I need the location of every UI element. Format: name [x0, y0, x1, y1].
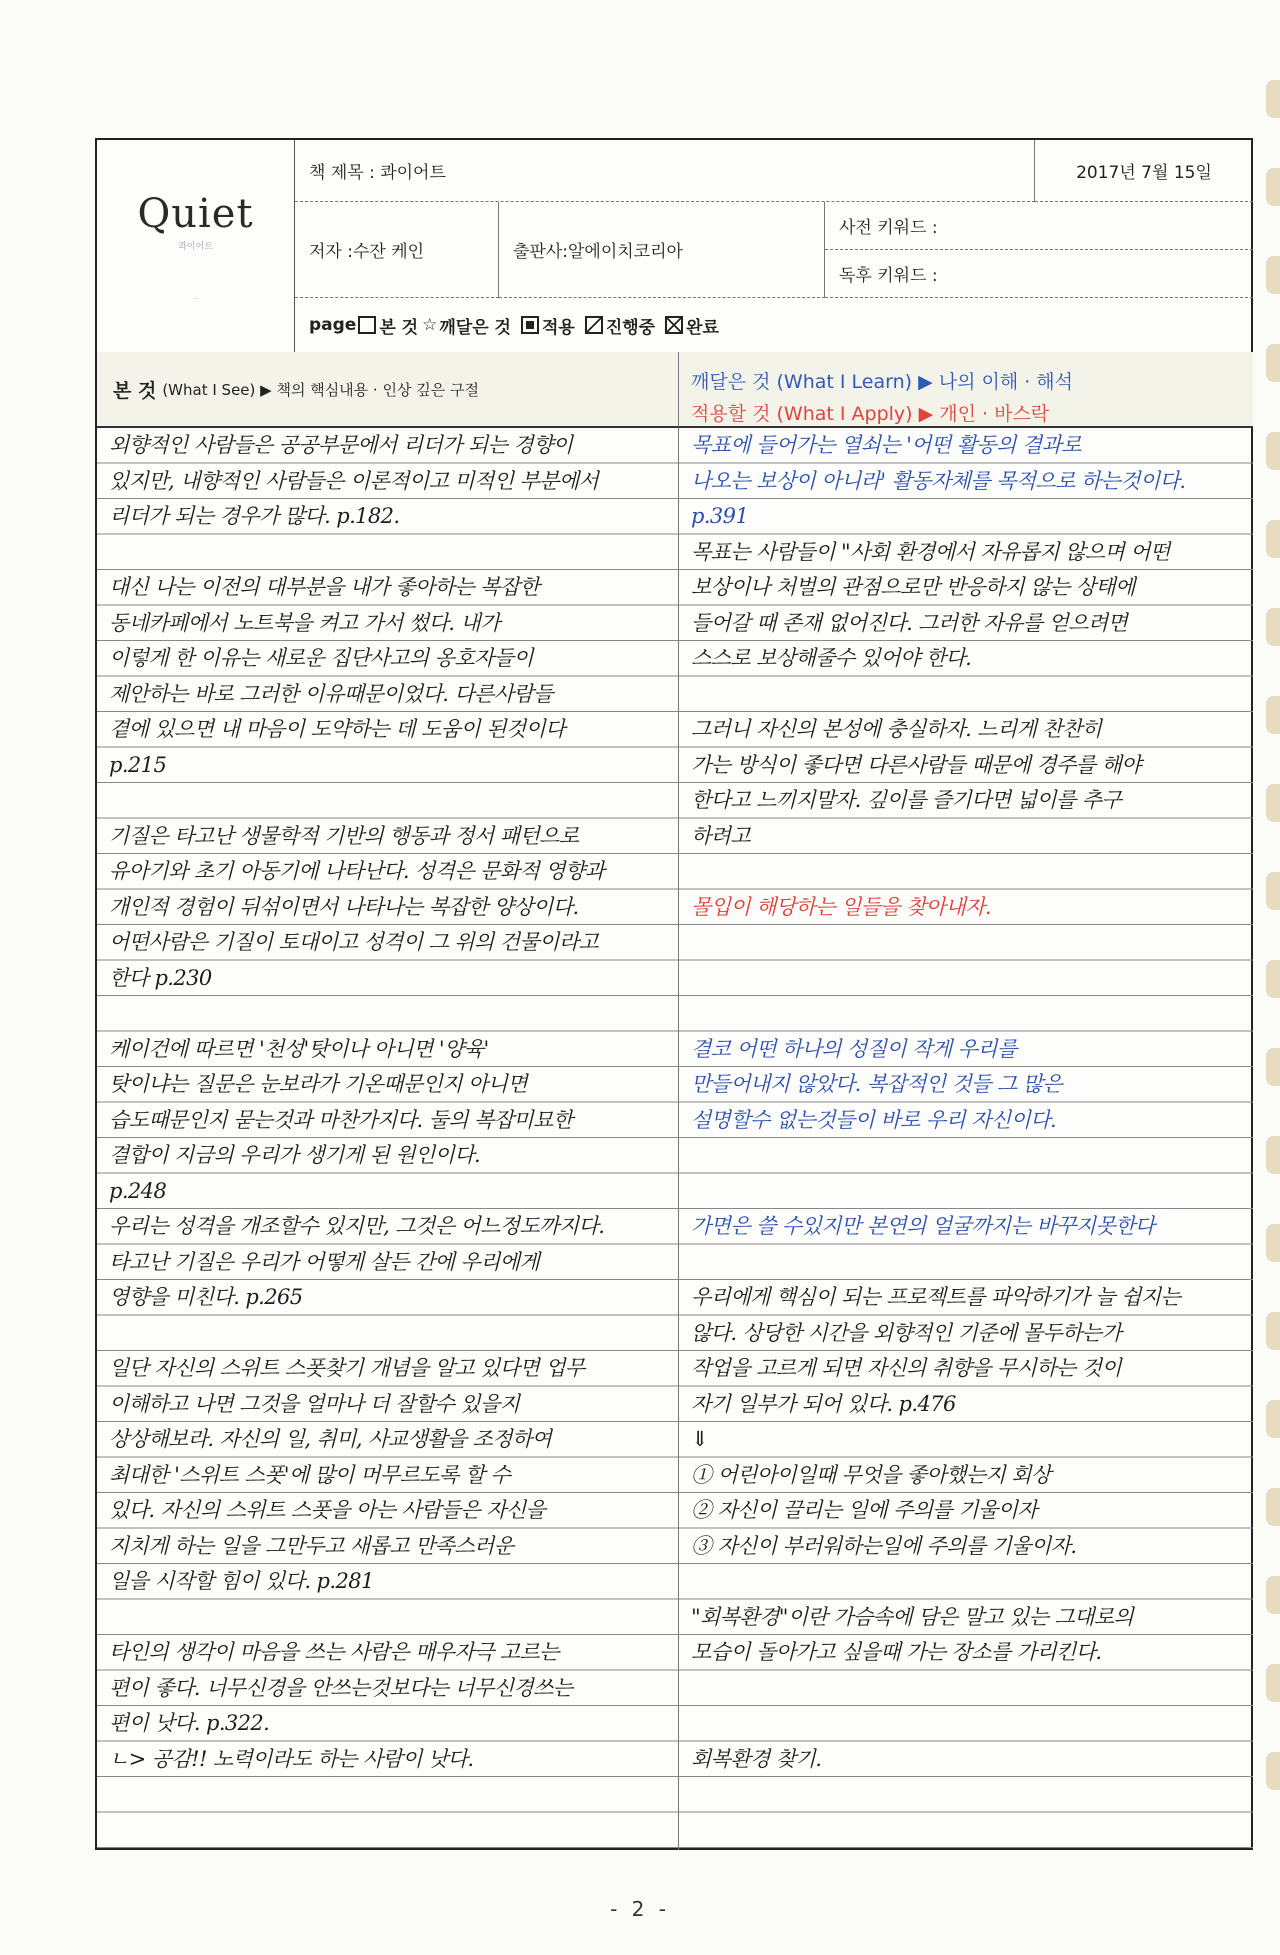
see-note-line	[97, 1600, 677, 1636]
binder-ring-icon	[1266, 1400, 1280, 1438]
see-note-line: 케이건에 따르면 '천성'탓이나 아니면 '양육'	[109, 1036, 489, 1061]
learn-note-line: 보상이나 처벌의 관점으로만 반응하지 않는 상태에	[691, 575, 1135, 599]
binder-ring-icon	[1266, 1664, 1280, 1702]
see-note-line	[97, 996, 677, 1032]
see-note-line: 있지만, 내향적인 사람들은 이론적이고 미적인 부분에서	[109, 468, 599, 493]
what-i-learn-header	[679, 352, 1253, 428]
see-note-line: p.248	[109, 1178, 167, 1203]
see-note-line: 개인적 경험이 뒤섞이면서 나타나는 복잡한 양상이다.	[109, 894, 579, 919]
see-note-line: p.215	[109, 752, 167, 777]
binder-ring-icon	[1266, 520, 1280, 558]
learn-note-line: 들어갈 때 존재 없어진다. 그러한 자유를 얻으려면	[691, 610, 1128, 635]
learn-note-line: 자기 일부가 되어 있다. p.476	[691, 1391, 956, 1416]
learn-note-line: "회복환경"이란 가슴속에 담은 말고 있는 그대로의	[691, 1604, 1134, 1629]
learn-note-line: 모습이 돌아가고 싶을때 가는 장소를 가리킨다.	[691, 1640, 1102, 1664]
see-note-line: 리더가 되는 경우가 많다. p.182.	[109, 504, 400, 528]
learn-note-line: 회복환경 찾기.	[691, 1746, 822, 1771]
learn-note-line: ① 어린아이일때 무엇을 좋아했는지 회상	[691, 1462, 1051, 1487]
legend-page: page	[309, 315, 357, 335]
author: 저자 :수잔 케인	[309, 242, 425, 262]
keyword-before-cell	[825, 202, 1253, 250]
binder-ring-icon	[1266, 784, 1280, 822]
see-note-line: 타인의 생각이 마음을 쓰는 사람은 매우자극 고르는	[109, 1640, 559, 1664]
publisher-cell	[499, 202, 825, 298]
binder-ring-icon	[1266, 1224, 1280, 1262]
right-section-line1: 깨달은 것 (What I Learn) ▶ 나의 이해 · 해석	[691, 371, 1074, 393]
see-note-line: 일을 시작할 힘이 있다. p.281	[109, 1569, 374, 1593]
logo-fine-print: ...	[192, 292, 199, 301]
binder-ring-icon	[1266, 1312, 1280, 1350]
left-section-subtitle: (What I See) ▶ 책의 핵심내용 · 인상 깊은 구절	[162, 380, 479, 399]
see-note-line	[97, 1316, 677, 1352]
see-note-line: 어떤사람은 기질이 토대이고 성격이 그 위의 건물이라고	[109, 930, 599, 954]
done-checkbox-icon	[665, 316, 683, 334]
learn-note-line: ③ 자신이 부러워하는일에 주의를 기울이자.	[691, 1533, 1077, 1558]
learn-note-line: 만들어내지 않았다. 복잡적인 것들 그 많은	[691, 1072, 1063, 1096]
learn-note-line	[679, 961, 1251, 997]
learn-note-line: 작업을 고르게 되면 자신의 취향을 무시하는 것이	[691, 1356, 1122, 1380]
see-note-line: 타고난 기질은 우리가 어떻게 살든 간에 우리에게	[109, 1249, 540, 1274]
binder-ring-icon	[1266, 1488, 1280, 1526]
learn-note-line	[679, 996, 1251, 1032]
see-note-line: 있다. 자신의 스위트 스폿을 아는 사람들은 자신을	[109, 1498, 546, 1522]
learn-note-line: 목표는 사람들이 "사회 환경에서 자유롭지 않으며 어떤	[691, 539, 1170, 564]
see-note-line: 외향적인 사람들은 공공부문에서 리더가 되는 경향이	[109, 433, 573, 457]
binder-ring-icon	[1266, 344, 1280, 382]
keyword-after-label: 독후 키워드 :	[839, 266, 938, 286]
legend-done: 완료	[686, 317, 719, 338]
book-logo	[97, 140, 295, 352]
star-icon: ☆	[422, 315, 438, 335]
learn-note-line: 결코 어떤 하나의 성질이 작게 우리를	[691, 1036, 1017, 1061]
binder-ring-icon	[1266, 168, 1280, 206]
see-note-line: 이해하고 나면 그것을 얼마나 더 잘할수 있을지	[109, 1391, 520, 1416]
see-note-line: 탓이냐는 질문은 눈보라가 기온때문인지 아니면	[109, 1072, 528, 1096]
see-note-line: 제안하는 바로 그러한 이유때문이었다. 다른사람들	[109, 681, 553, 706]
see-note-line: 지치게 하는 일을 그만두고 새롭고 만족스러운	[109, 1533, 514, 1558]
learn-note-line	[679, 677, 1251, 713]
learn-note-line	[679, 1138, 1251, 1174]
binder-ring-icon	[1266, 960, 1280, 998]
learn-note-line: 가는 방식이 좋다면 다른사람들 때문에 경주를 해야	[691, 752, 1141, 777]
date-cell	[1035, 140, 1253, 202]
keyword-after-cell	[825, 250, 1253, 298]
learn-note-line: 목표에 들어가는 열쇠는 '어떤 활동의 결과로	[691, 433, 1081, 457]
date: 2017년 7월 15일	[1076, 163, 1212, 183]
see-note-line: 한다 p.230	[109, 965, 212, 990]
author-cell	[295, 202, 499, 298]
see-note-line: 유아기와 초기 아동기에 나타난다. 성격은 문화적 영향과	[109, 859, 605, 883]
binder-ring-icon	[1266, 256, 1280, 294]
see-note-line: 일단 자신의 스위트 스폿찾기 개념을 알고 있다면 업무	[109, 1356, 585, 1380]
binder-ring-icon	[1266, 432, 1280, 470]
see-note-line: 습도때문인지 묻는것과 마찬가지다. 둘의 복잡미묘한	[109, 1107, 573, 1132]
see-note-line	[97, 783, 677, 819]
in-progress-checkbox-icon	[585, 316, 603, 334]
see-note-line: 이렇게 한 이유는 새로운 집단사고의 옹호자들이	[109, 646, 534, 670]
learn-note-line	[679, 854, 1251, 890]
book-title: 책 제목 : 콰이어트	[309, 163, 446, 183]
what-i-learn-column	[679, 428, 1253, 1850]
what-i-see-column	[97, 428, 679, 1850]
reading-note-sheet	[95, 138, 1253, 1850]
learn-note-line: 나오는 보상이 아니라' 활동자체를 목적으로 하는것이다.	[691, 468, 1186, 493]
learn-note-line: 그러니 자신의 본성에 충실하자. 느리게 찬찬히	[691, 717, 1102, 741]
keyword-before-label: 사전 키워드 :	[839, 218, 938, 238]
learn-note-line: p.391	[691, 504, 749, 528]
learn-note-line: 가면은 쓸 수있지만 본연의 얼굴까지는 바꾸지못한다	[691, 1214, 1155, 1238]
see-note-line: 편이 좋다. 너무신경을 안쓰는것보다는 너무신경쓰는	[109, 1675, 573, 1700]
learn-note-line	[679, 1671, 1251, 1707]
right-section-line2: 적용할 것 (What I Apply) ▶ 개인 · 바스락	[691, 403, 1050, 425]
binder-ring-icon	[1266, 1576, 1280, 1614]
see-note-line: 영향을 미친다. p.265	[109, 1285, 303, 1309]
legend-seen: 본 것	[379, 317, 419, 338]
legend-in-progress: 진행중	[605, 317, 656, 338]
legend-apply: 적용	[541, 317, 575, 338]
binder-ring-icon	[1266, 872, 1280, 910]
learn-note-line	[679, 1706, 1251, 1742]
see-note-line: 결합이 지금의 우리가 생기게 된 원인이다.	[109, 1143, 481, 1167]
learn-note-line: 몰입이 해당하는 일들을 찾아내자.	[691, 894, 991, 919]
learn-note-line	[679, 1174, 1251, 1210]
binder-ring-icon	[1266, 1136, 1280, 1174]
learn-note-line	[679, 925, 1251, 961]
learn-note-line: ⇓	[691, 1427, 708, 1451]
seen-checkbox-icon	[358, 316, 376, 334]
learn-note-line: 스스로 보상해줄수 있어야 한다.	[691, 646, 972, 670]
see-note-line: ㄴ> 공감!! 노력이라도 하는 사람이 낫다.	[109, 1746, 474, 1771]
see-note-line: 곁에 있으면 내 마음이 도약하는 데 도움이 된것이다	[109, 717, 565, 741]
status-legend	[295, 298, 1253, 352]
binder-ring-icon	[1266, 80, 1280, 118]
see-note-line: 기질은 타고난 생물학적 기반의 행동과 정서 패턴으로	[109, 823, 579, 848]
learn-note-line: 하려고	[691, 823, 751, 848]
logo-subtitle: 콰이어트	[178, 241, 213, 252]
left-section-title: 본 것	[113, 379, 157, 402]
learn-note-line: ② 자신이 끌리는 일에 주의를 기울이자	[691, 1498, 1038, 1522]
book-title-cell	[295, 140, 1035, 202]
see-note-line: 편이 낫다. p.322.	[109, 1711, 270, 1735]
logo-title: Quiet	[137, 190, 254, 237]
page-number: - 2 -	[610, 1897, 670, 1921]
legend-learned: 깨달은 것	[439, 317, 511, 338]
learn-note-line: 않다. 상당한 시간을 외향적인 기준에 몰두하는가	[691, 1320, 1122, 1345]
see-note-line: 우리는 성격을 개조할수 있지만, 그것은 어느정도까지다.	[109, 1214, 605, 1238]
binder-ring-icon	[1266, 1752, 1280, 1790]
what-i-see-header	[97, 352, 679, 428]
see-note-line: 최대한 '스위트 스폿'에 많이 머무르도록 할 수	[109, 1462, 511, 1487]
learn-note-line: 한다고 느끼지말자. 깊이를 즐기다면 넓이를 추구	[691, 788, 1122, 812]
binder-ring-icon	[1266, 1048, 1280, 1086]
learn-note-line	[679, 1564, 1251, 1600]
see-note-line: 동네카페에서 노트북을 켜고 가서 썼다. 내가	[109, 610, 500, 635]
apply-checkbox-icon	[521, 316, 539, 334]
see-note-line: 대신 나는 이전의 대부분을 내가 좋아하는 복잡한	[109, 575, 540, 599]
learn-note-line: 설명할수 없는것들이 바로 우리 자신이다.	[691, 1107, 1057, 1132]
publisher: 출판사:알에이치코리아	[513, 242, 683, 262]
binder-ring-icon	[1266, 696, 1280, 734]
learn-note-line	[679, 1245, 1251, 1281]
see-note-line: 상상해보라. 자신의 일, 취미, 사교생활을 조정하여	[109, 1427, 552, 1451]
learn-note-line: 우리에게 핵심이 되는 프로젝트를 파악하기가 늘 쉽지는	[691, 1285, 1181, 1309]
notes-body	[97, 428, 1253, 1850]
binder-ring-icon	[1266, 608, 1280, 646]
see-note-line	[97, 535, 677, 571]
